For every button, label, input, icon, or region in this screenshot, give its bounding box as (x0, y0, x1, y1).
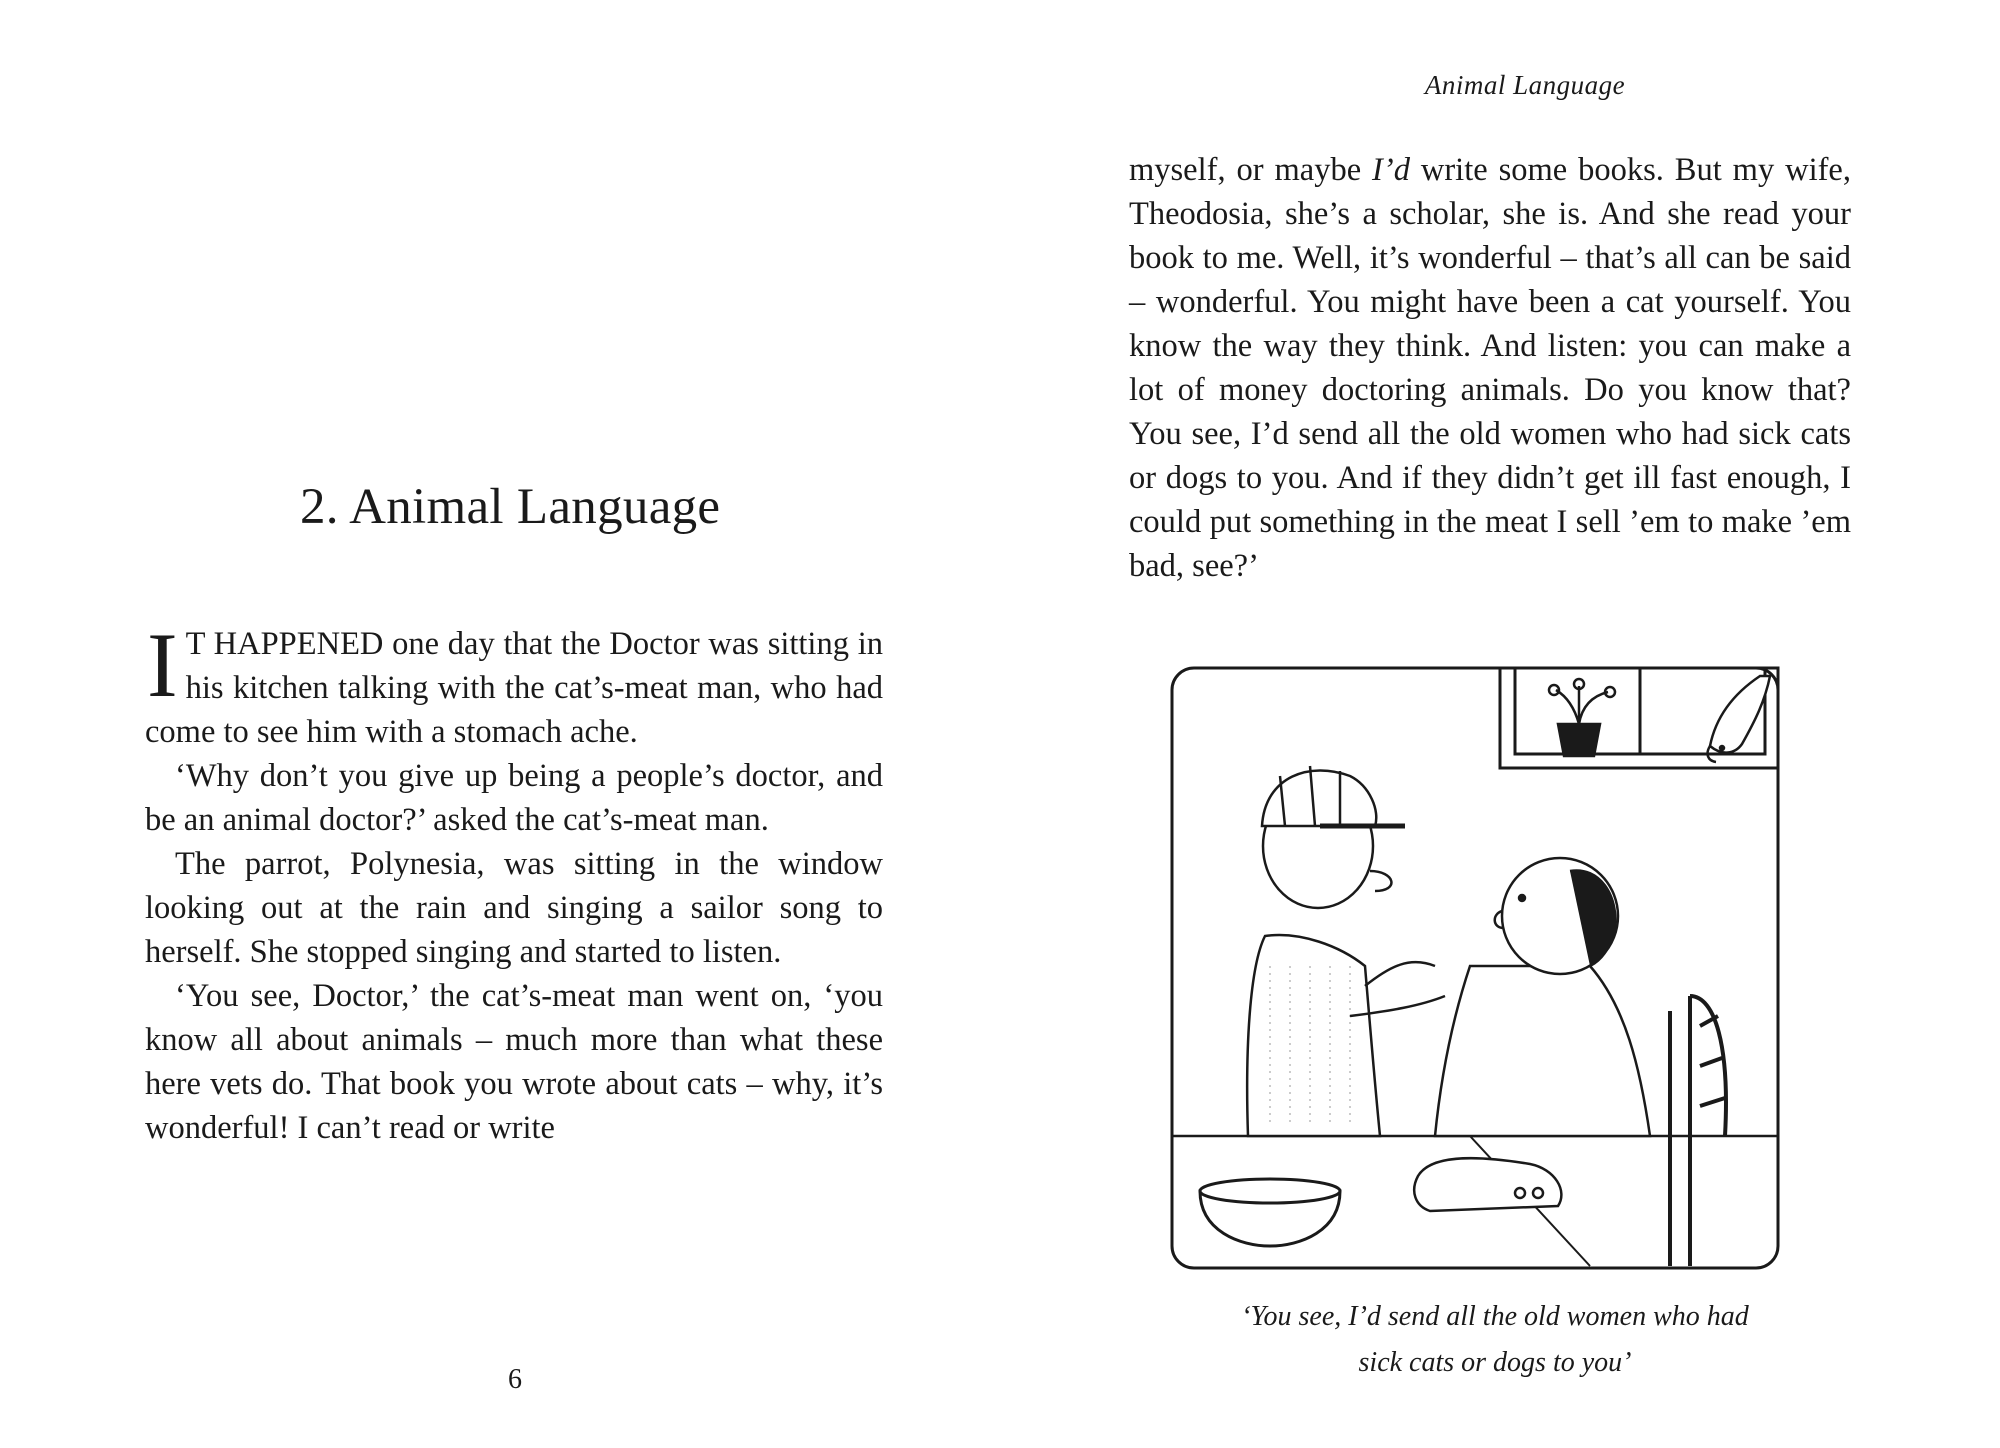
doctor-hand (1414, 1158, 1561, 1211)
caption-line-2: sick cats or dogs to you’ (1358, 1347, 1632, 1378)
paragraph-4: ‘You see, Doctor,’ the cat’s-meat man went on, ‘you know all about animals – much more than what these here vets do. That book you wrote about cats – why, it’s wonderful! I can’t read or write (145, 978, 883, 1146)
illustration-drawing (1170, 666, 1780, 1270)
chair-icon (1670, 996, 1726, 1266)
running-head: Animal Language (1424, 70, 1626, 100)
italic-word: I’d (1372, 152, 1410, 188)
bowl-icon (1200, 1179, 1340, 1246)
cats-meat-man-figure (1247, 766, 1445, 1136)
text-part-2: write some books. But my wife, Theodosia, she’s a scholar, she is. And she read your book to me. Well, it’s wonderful – that’s all can be said – wonderful. You might have been a cat yourself. You know the way they think. And listen: you can make a lot of money doctoring animals. Do you know that? You see, I’d send all the old women who had sick cats or dogs to you. And if they didn’t get ill fast enough, I could put something in the meat I sell ’em to make ’em bad, see?’ (1129, 152, 1851, 584)
flower-pot-icon (1549, 679, 1615, 756)
illustration-caption (1190, 1294, 1800, 1386)
chapter-body (145, 614, 883, 1150)
doctor-figure (1435, 858, 1650, 1136)
paragraph-1-text: T HAPPENED one day that the Doctor was sitting in his kitchen talking with the cat’s-meat man, who had come to see him with a stomach ache. (145, 626, 883, 750)
continued-paragraph (1129, 148, 1851, 588)
chapter-title: 2. Animal Language (300, 479, 721, 535)
illustration (1170, 666, 1780, 1270)
caption-line-1: ‘You see, I’d send all the old women who had (1241, 1301, 1749, 1332)
continued-text (1129, 148, 1851, 588)
right-page (1000, 0, 2000, 1448)
paragraph-1 (145, 614, 883, 754)
page-number: 6 (508, 1364, 522, 1395)
parrot-icon (1708, 676, 1770, 762)
text-part-1: myself, or maybe (1129, 152, 1373, 188)
paragraph-3: The parrot, Polynesia, was sitting in the window looking out at the rain and singing a sailor song to herself. She stopped singing and started to listen. (145, 846, 883, 970)
paragraph-2: ‘Why don’t you give up being a people’s doctor, and be an animal doctor?’ asked the cat’s-meat man. (145, 758, 883, 838)
drop-cap: I (147, 614, 178, 716)
